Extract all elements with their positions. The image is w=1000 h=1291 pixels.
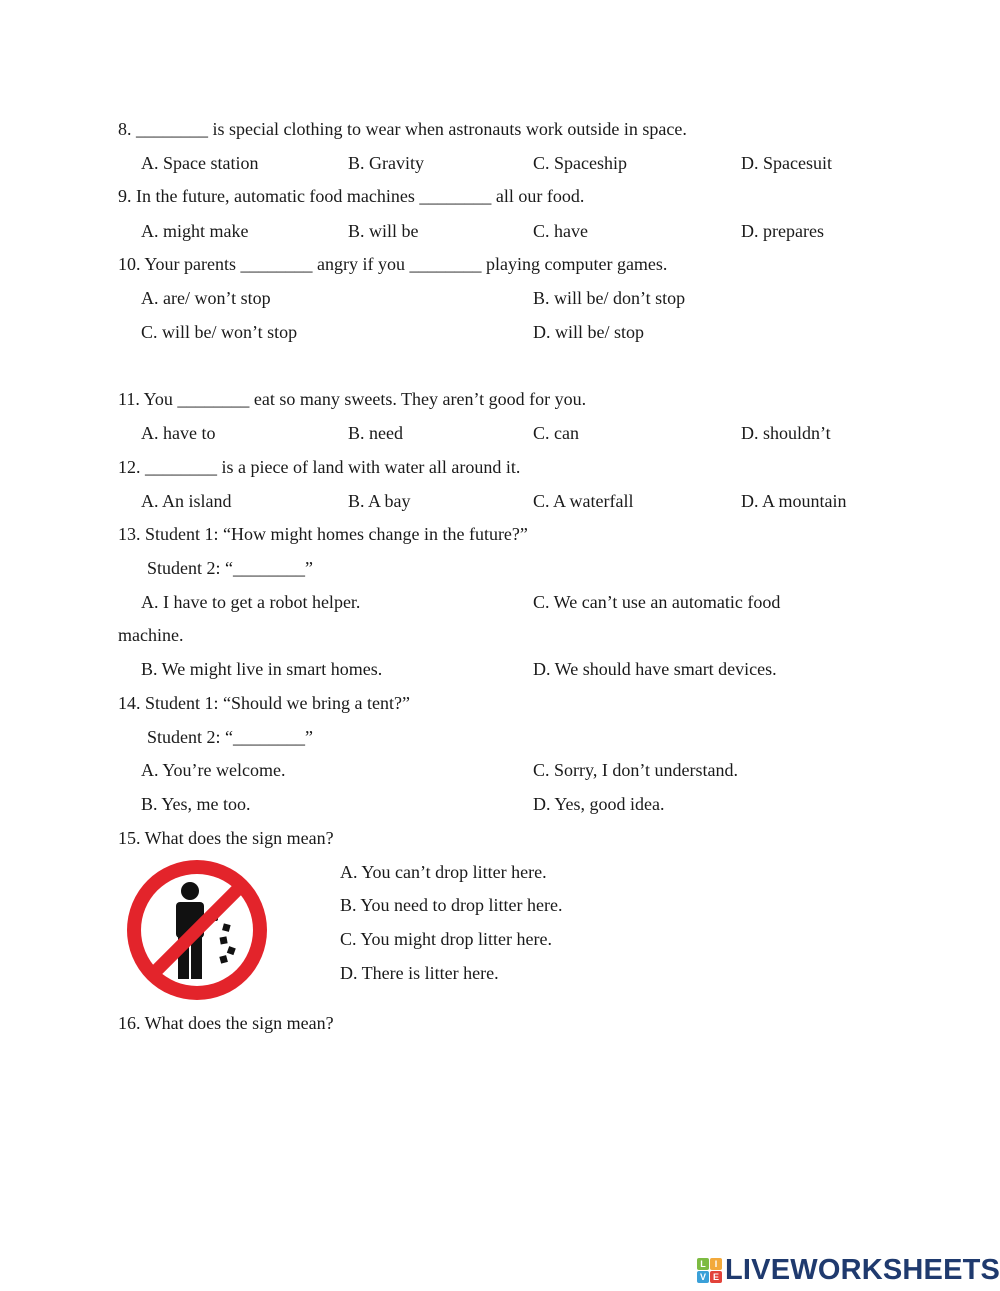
q13-student2-line: Student 2: “________” [147,558,313,578]
q11-option-d[interactable]: D. shouldn’t [741,423,831,443]
question-9-stem: 9. In the future, automatic food machines ________ all our food. [118,186,585,206]
q15-option-a[interactable]: A. You can’t drop litter here. [340,862,547,882]
logo-text: LIVEWORKSHEETS [725,1254,1000,1286]
question-13-stem: 13. Student 1: “How might homes change in the future?” [118,524,528,544]
q11-option-c[interactable]: C. can [533,423,579,443]
q13-option-c[interactable]: C. We can’t use an automatic food [533,592,781,612]
q10-option-c[interactable]: C. will be/ won’t stop [141,322,298,342]
logo-tiles-icon [697,1258,722,1283]
question-15-stem: 15. What does the sign mean? [118,828,334,848]
q8-option-c[interactable]: C. Spaceship [533,153,627,173]
q8-option-a[interactable]: A. Space station [141,153,259,173]
q13-option-a[interactable]: A. I have to get a robot helper. [141,592,361,612]
q9-option-a[interactable]: A. might make [141,221,249,241]
logo-tile-e: E [710,1271,722,1283]
question-10-stem: 10. Your parents ________ angry if you ________ playing computer games. [118,254,668,274]
q11-option-a[interactable]: A. have to [141,423,216,443]
logo-tile-l: L [697,1258,709,1270]
q14-option-d[interactable]: D. Yes, good idea. [533,794,665,814]
q14-student2-line: Student 2: “________” [147,727,313,747]
q14-option-b[interactable]: B. Yes, me too. [141,794,251,814]
q8-option-b[interactable]: B. Gravity [348,153,424,173]
q9-option-d[interactable]: D. prepares [741,221,824,241]
q12-option-b[interactable]: B. A bay [348,491,411,511]
question-16-stem: 16. What does the sign mean? [118,1013,334,1033]
question-11-stem: 11. You ________ eat so many sweets. They aren’t good for you. [118,389,587,409]
logo-tile-v: V [697,1271,709,1283]
q8-option-d[interactable]: D. Spacesuit [741,153,832,173]
no-littering-sign-icon [124,857,270,1003]
q13-option-b[interactable]: B. We might live in smart homes. [141,659,383,679]
logo-tile-i: I [710,1258,722,1270]
q10-option-a[interactable]: A. are/ won’t stop [141,288,271,308]
q10-option-d[interactable]: D. will be/ stop [533,322,644,342]
q9-option-c[interactable]: C. have [533,221,588,241]
q12-option-d[interactable]: D. A mountain [741,491,847,511]
q15-option-b[interactable]: B. You need to drop litter here. [340,895,563,915]
q13-option-d[interactable]: D. We should have smart devices. [533,659,777,679]
q14-option-c[interactable]: C. Sorry, I don’t understand. [533,760,738,780]
liveworksheets-logo [697,1255,1000,1285]
q10-option-b[interactable]: B. will be/ don’t stop [533,288,686,308]
q15-option-d[interactable]: D. There is litter here. [340,963,499,983]
q14-option-a[interactable]: A. You’re welcome. [141,760,286,780]
q15-option-c[interactable]: C. You might drop litter here. [340,929,552,949]
question-8-stem: 8. ________ is special clothing to wear when astronauts work outside in space. [118,119,687,139]
question-12-stem: 12. ________ is a piece of land with water all around it. [118,457,521,477]
question-14-stem: 14. Student 1: “Should we bring a tent?” [118,693,410,713]
q11-option-b[interactable]: B. need [348,423,403,443]
q13-option-c-wrap: machine. [118,625,184,645]
q12-option-a[interactable]: A. An island [141,491,232,511]
q12-option-c[interactable]: C. A waterfall [533,491,634,511]
q9-option-b[interactable]: B. will be [348,221,419,241]
